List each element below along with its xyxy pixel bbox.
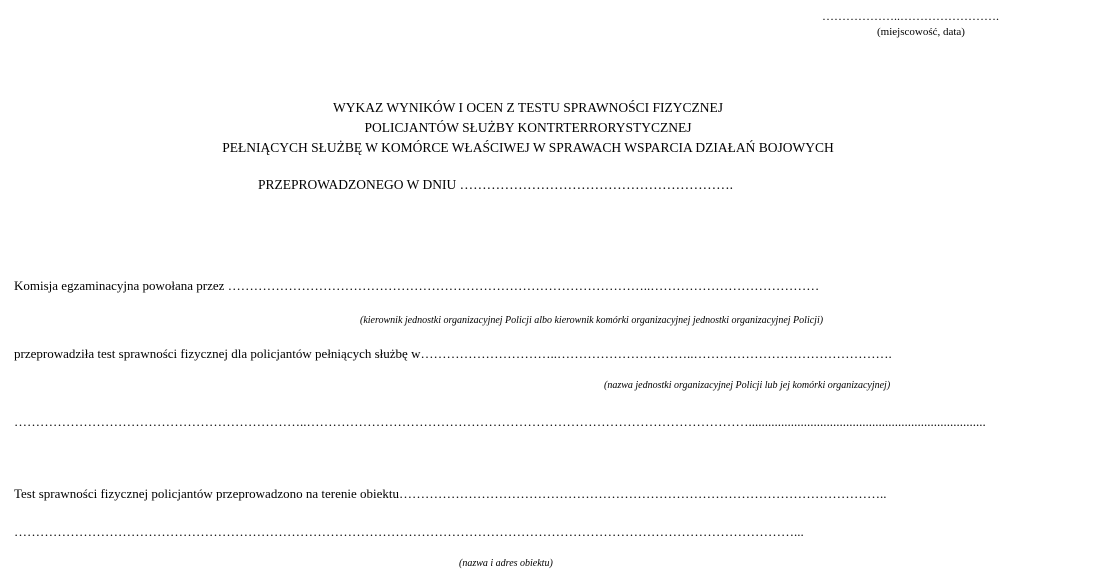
facility-line: Test sprawności fizycznej policjantów przeprowadzono na terenie obiektu………………………………………………………………………………………………….. [14, 486, 887, 501]
place-date-label: (miejscowość, data) [877, 26, 965, 38]
title-line-2: POLICJANTÓW SŁUŻBY KONTRTERRORYSTYCZNEJ [364, 120, 692, 135]
unit-continuation-line: …………………………………………………………..…………………………………………………………………………………………......................................................................... [14, 414, 986, 429]
facility-hint: (nazwa i adres obiektu) [459, 558, 553, 569]
test-unit-line: przeprowadziła test sprawności fizycznej dla policjantów pełniących służbę w…………………………..…………………………..………………………………………. [14, 346, 892, 361]
commission-hint: (kierownik jednostki organizacyjnej Policji albo kierownik komórki organizacyjnej jednostki organizacyjnej Policji) [360, 315, 824, 326]
title-line-3: PEŁNIĄCYCH SŁUŻBĘ W KOMÓRCE WŁAŚCIWEJ W SPRAWACH WSPARCIA DZIAŁAŃ BOJOWYCH [222, 140, 834, 155]
title-line-1: WYKAZ WYNIKÓW I OCEN Z TESTU SPRAWNOŚCI FIZYCZNEJ [332, 100, 724, 115]
facility-continuation-line: ………………………………………………………………………………………………………………………………………………………………... [14, 524, 804, 539]
test-unit-hint: (nazwa jednostki organizacyjnej Policji lub jej komórki organizacyjnej) [604, 380, 891, 391]
test-date-line: PRZEPROWADZONEGO W DNIU ……………………………………………………. [258, 177, 733, 192]
commission-line: Komisja egzaminacyjna powołana przez ……………………………………………………………………………………..………………………………… [14, 278, 820, 293]
place-date-dots: ………………..……………………. [822, 9, 999, 23]
